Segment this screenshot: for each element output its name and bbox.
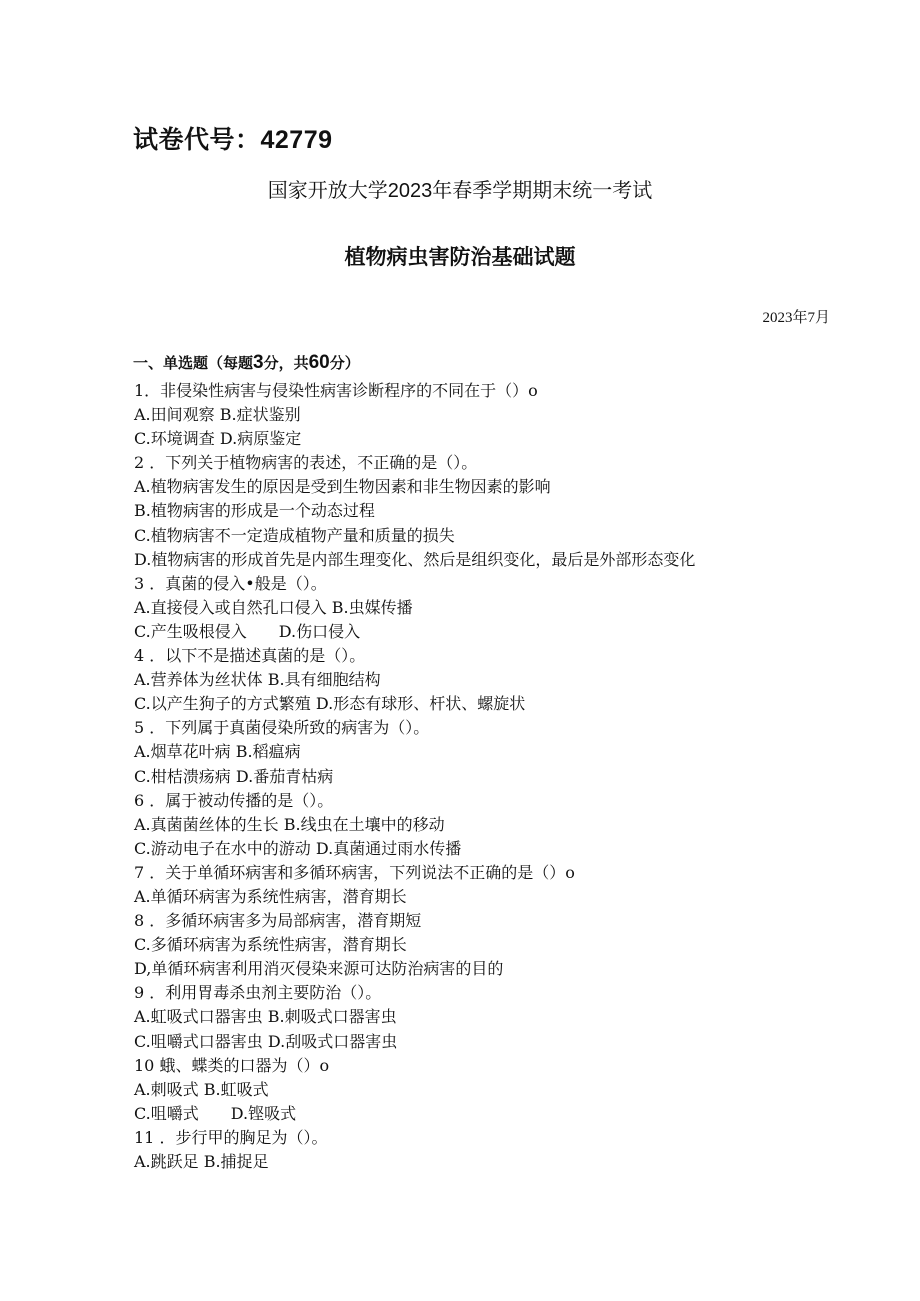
question-line: 10 蛾、蝶类的口器为（）o: [134, 1055, 330, 1075]
question-line: A.单循环病害为系统性病害，潜育期长: [134, 886, 407, 906]
question-line: C.柑桔溃疡病 D.番茄青枯病: [134, 766, 334, 786]
question-line: 2 ．下列关于植物病害的表述，不正确的是（）。: [134, 453, 478, 473]
question-line: C.咀嚼式 D.铿吸式: [134, 1103, 297, 1123]
question-line: 9 ．利用胃毒杀虫剂主要防治（）。: [134, 983, 382, 1003]
section-label-mid: 分，共: [263, 355, 309, 372]
question-line: C.植物病害不一定造成植物产量和质量的损失: [134, 525, 455, 545]
question-line: D,单循环病害利用消灭侵染来源可达防治病害的目的: [134, 959, 504, 979]
section-label-suffix: 分）: [329, 355, 360, 372]
question-line: 3 ．真菌的侵入•般是（）。: [134, 573, 327, 593]
question-line: 4 ．以下不是描述真菌的是（）。: [134, 646, 366, 666]
question-line: A.虹吸式口器害虫 B.刺吸式口器害虫: [134, 1007, 397, 1027]
exam-title: 国家开放大学2023年春季学期期末统一考试: [267, 180, 653, 202]
question-line: A.真菌菌丝体的生长 B.线虫在土壤中的移动: [134, 814, 445, 834]
question-line: C.环境调查 D.病原鉴定: [134, 429, 302, 449]
question-line: 11 ．步行甲的胸足为（）。: [134, 1127, 328, 1147]
question-line: 7 ．关于单循环病害和多循环病害，下列说法不正确的是（）o: [134, 862, 575, 882]
question-line: A.直接侵入或自然孔口侵入 B.虫媒传播: [134, 597, 413, 617]
question-line: B.植物病害的形成是一个动态过程: [134, 501, 375, 521]
question-line: 8 ．多循环病害多为局部病害，潜育期短: [134, 911, 422, 931]
question-line: A.烟草花叶病 B.稻瘟病: [134, 742, 301, 762]
points-total: 60: [308, 352, 330, 373]
subject-title: 植物病虫害防治基础试题: [344, 246, 576, 269]
question-line: C.多循环病害为系统性病害，潜育期长: [134, 935, 407, 955]
question-line: A.刺吸式 B.虹吸式: [134, 1079, 269, 1099]
question-line: C.游动电子在水中的游动 D.真菌通过雨水传播: [134, 838, 462, 858]
question-line: A.营养体为丝状体 B.具有细胞结构: [134, 670, 381, 690]
question-line: A.田间观察 B.症状鉴别: [134, 405, 301, 425]
question-line: 1．非侵染性病害与侵染性病害诊断程序的不同在于（）o: [134, 381, 538, 400]
question-line: D.植物病害的形成首先是内部生理变化、然后是组织变化，最后是外部形态变化: [134, 549, 696, 569]
section-label-prefix: 一、单选题（每题: [133, 355, 254, 372]
exam-date: 2023年7月: [762, 310, 830, 326]
question-line: A.跳跃足 B.捕捉足: [134, 1152, 269, 1171]
exam-code: 试卷代号：42779: [133, 126, 333, 154]
points-each: 3: [253, 352, 264, 373]
question-line: C.以产生狗子的方式繁殖 D.形态有球形、杆状、螺旋状: [134, 694, 526, 714]
section-heading: [133, 352, 360, 374]
question-list: [134, 379, 695, 1174]
question-line: 5 ．下列属于真菌侵染所致的病害为（）。: [134, 718, 430, 738]
question-line: C.咀嚼式口器害虫 D.刮吸式口器害虫: [134, 1031, 398, 1051]
question-line: C.产生吸根侵入 D.伤口侵入: [134, 621, 361, 641]
question-line: A.植物病害发生的原因是受到生物因素和非生物因素的影响: [134, 477, 551, 497]
question-line: 6 ．属于被动传播的是（）。: [134, 790, 334, 810]
